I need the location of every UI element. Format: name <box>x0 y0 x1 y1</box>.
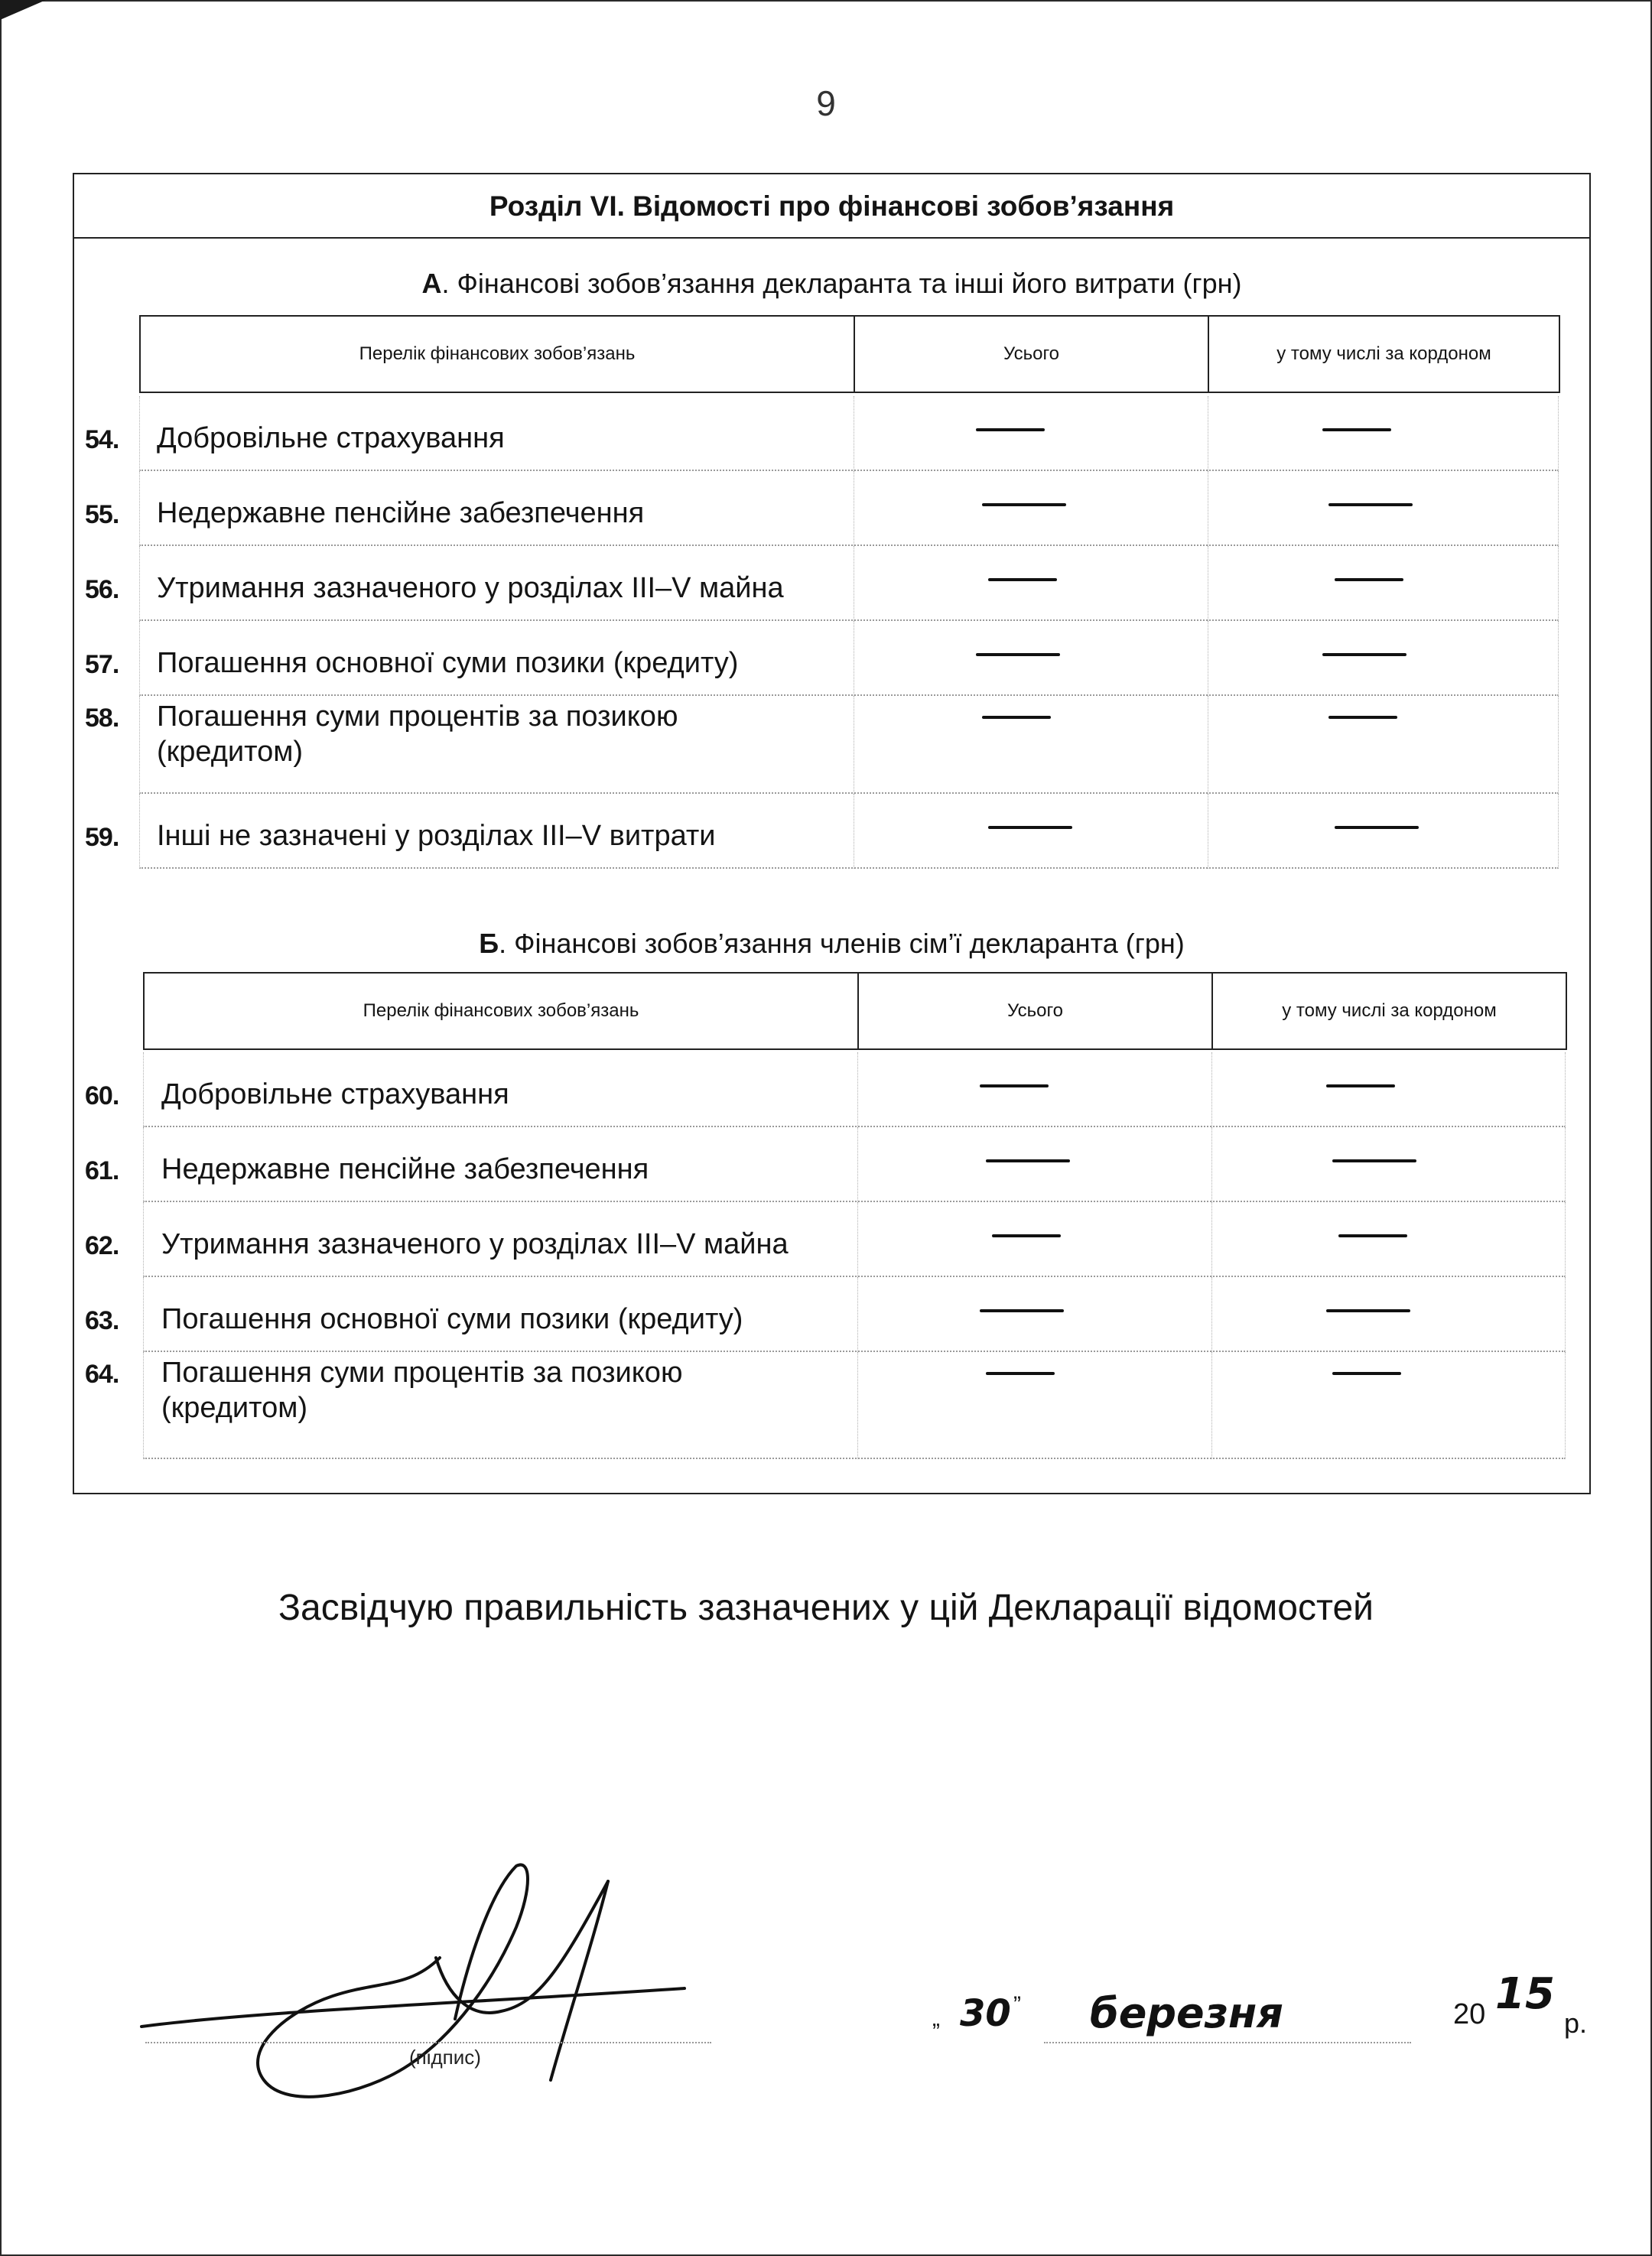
dash-abroad <box>1326 1309 1410 1312</box>
row-label: Погашення основної суми позики (кредиту) <box>157 647 739 679</box>
row-label: Інші не зазначені у розділах III–V витрати <box>157 820 716 852</box>
dash-total <box>988 826 1072 829</box>
part-b-heading-text: . Фінансові зобов’язання членів сім’ї декларанта (грн) <box>499 928 1185 959</box>
row-label: Недержавне пенсійне забезпечення <box>157 497 645 529</box>
year-unit: р. <box>1564 2007 1588 2039</box>
table-row <box>74 696 1589 794</box>
month-line <box>1044 2042 1411 2043</box>
dash-abroad <box>1326 1084 1395 1087</box>
dash-total <box>992 1234 1061 1237</box>
part-b-heading <box>74 928 1589 960</box>
dash-total <box>980 1309 1064 1312</box>
date-month: березня <box>1090 1989 1283 2037</box>
part-a-heading <box>74 268 1589 300</box>
row-label: Утримання зазначеного у розділах III–V майна <box>157 572 784 604</box>
dash-abroad <box>1335 578 1403 581</box>
date-close-quote: ” <box>1013 1992 1021 2017</box>
date-field <box>929 1969 1618 2061</box>
table-row <box>74 546 1589 621</box>
table-row <box>74 1277 1589 1352</box>
column-separator <box>857 1052 858 1127</box>
year-prefix: 20 <box>1453 1998 1486 2030</box>
dash-abroad <box>1322 428 1391 431</box>
table-row <box>74 1052 1589 1127</box>
column-separator <box>1211 1052 1212 1127</box>
row-label: Недержавне пенсійне забезпечення <box>161 1153 649 1185</box>
part-a-col-list: Перелік фінансових зобов’язань <box>140 316 854 392</box>
row-number: 57. <box>85 650 119 679</box>
column-separator <box>1211 1127 1212 1202</box>
dash-abroad <box>1328 503 1413 506</box>
dash-abroad <box>1338 1234 1407 1237</box>
table-row <box>74 396 1589 471</box>
date-day: 30 <box>960 1992 1011 2035</box>
column-separator <box>857 1277 858 1352</box>
page-number: 9 <box>816 83 836 123</box>
row-number: 63. <box>85 1306 119 1335</box>
part-b-col-total: Усього <box>858 973 1212 1049</box>
dash-total <box>982 716 1051 719</box>
row-label: Добровільне страхування <box>161 1078 509 1110</box>
section-financial-obligations <box>73 173 1591 1494</box>
scan-corner-mark <box>0 0 46 20</box>
table-row <box>74 621 1589 696</box>
date-open-quote: „ <box>932 2006 940 2031</box>
row-number: 60. <box>85 1081 119 1110</box>
table-row <box>74 1202 1589 1277</box>
part-a-heading-text: . Фінансові зобов’язання декларанта та інші його витрати (грн) <box>441 268 1242 299</box>
dash-total <box>988 578 1057 581</box>
dash-total <box>980 1084 1049 1087</box>
row-label: Погашення основної суми позики (кредиту) <box>161 1303 743 1335</box>
column-separator <box>857 1127 858 1202</box>
table-row <box>74 1352 1589 1459</box>
part-b-header <box>143 972 1567 1050</box>
dash-total <box>982 503 1066 506</box>
row-number: 61. <box>85 1156 119 1185</box>
part-a-letter: А <box>421 268 442 299</box>
part-a-col-abroad: у тому числі за кордоном <box>1208 316 1559 392</box>
column-separator <box>857 1202 858 1277</box>
row-number: 58. <box>85 704 119 733</box>
column-separator <box>1211 1352 1212 1459</box>
row-number: 55. <box>85 500 119 529</box>
row-label: Утримання зазначеного у розділах III–V майна <box>161 1228 789 1260</box>
table-row <box>74 471 1589 546</box>
part-b-col-list: Перелік фінансових зобов’язань <box>144 973 858 1049</box>
column-separator <box>1211 1277 1212 1352</box>
dash-abroad <box>1322 653 1406 656</box>
row-label: Добровільне страхування <box>157 422 505 454</box>
column-separator <box>1211 1202 1212 1277</box>
year-suffix: 15 <box>1495 1969 1555 2019</box>
column-separator <box>857 1352 858 1459</box>
dash-total <box>986 1372 1055 1375</box>
row-label: Погашення суми процентів за позикою (кредитом) <box>157 701 678 768</box>
signature-line <box>145 2042 711 2043</box>
part-a-col-total: Усього <box>854 316 1208 392</box>
table-row <box>74 1127 1589 1202</box>
row-number: 54. <box>85 425 119 454</box>
row-number: 59. <box>85 823 119 852</box>
part-a-header <box>139 315 1560 393</box>
certification-statement: Засвідчую правильність зазначених у цій Декларації відомостей <box>278 1588 1374 1628</box>
part-b-letter: Б <box>479 928 499 959</box>
dash-total <box>976 428 1045 431</box>
section-title: Розділ VI. Відомості про фінансові зобов’язання <box>74 174 1589 239</box>
row-number: 62. <box>85 1231 119 1260</box>
signature-caption: (підпис) <box>409 2046 481 2069</box>
row-label: Погашення суми процентів за позикою (кредитом) <box>161 1357 683 1424</box>
dash-abroad <box>1332 1159 1416 1162</box>
row-number: 56. <box>85 575 119 604</box>
dash-abroad <box>1332 1372 1401 1375</box>
dash-total <box>986 1159 1070 1162</box>
part-b-col-abroad: у тому числі за кордоном <box>1212 973 1566 1049</box>
table-row <box>74 794 1589 869</box>
dash-abroad <box>1335 826 1419 829</box>
row-number: 64. <box>85 1360 119 1389</box>
dash-total <box>976 653 1060 656</box>
dash-abroad <box>1328 716 1397 719</box>
